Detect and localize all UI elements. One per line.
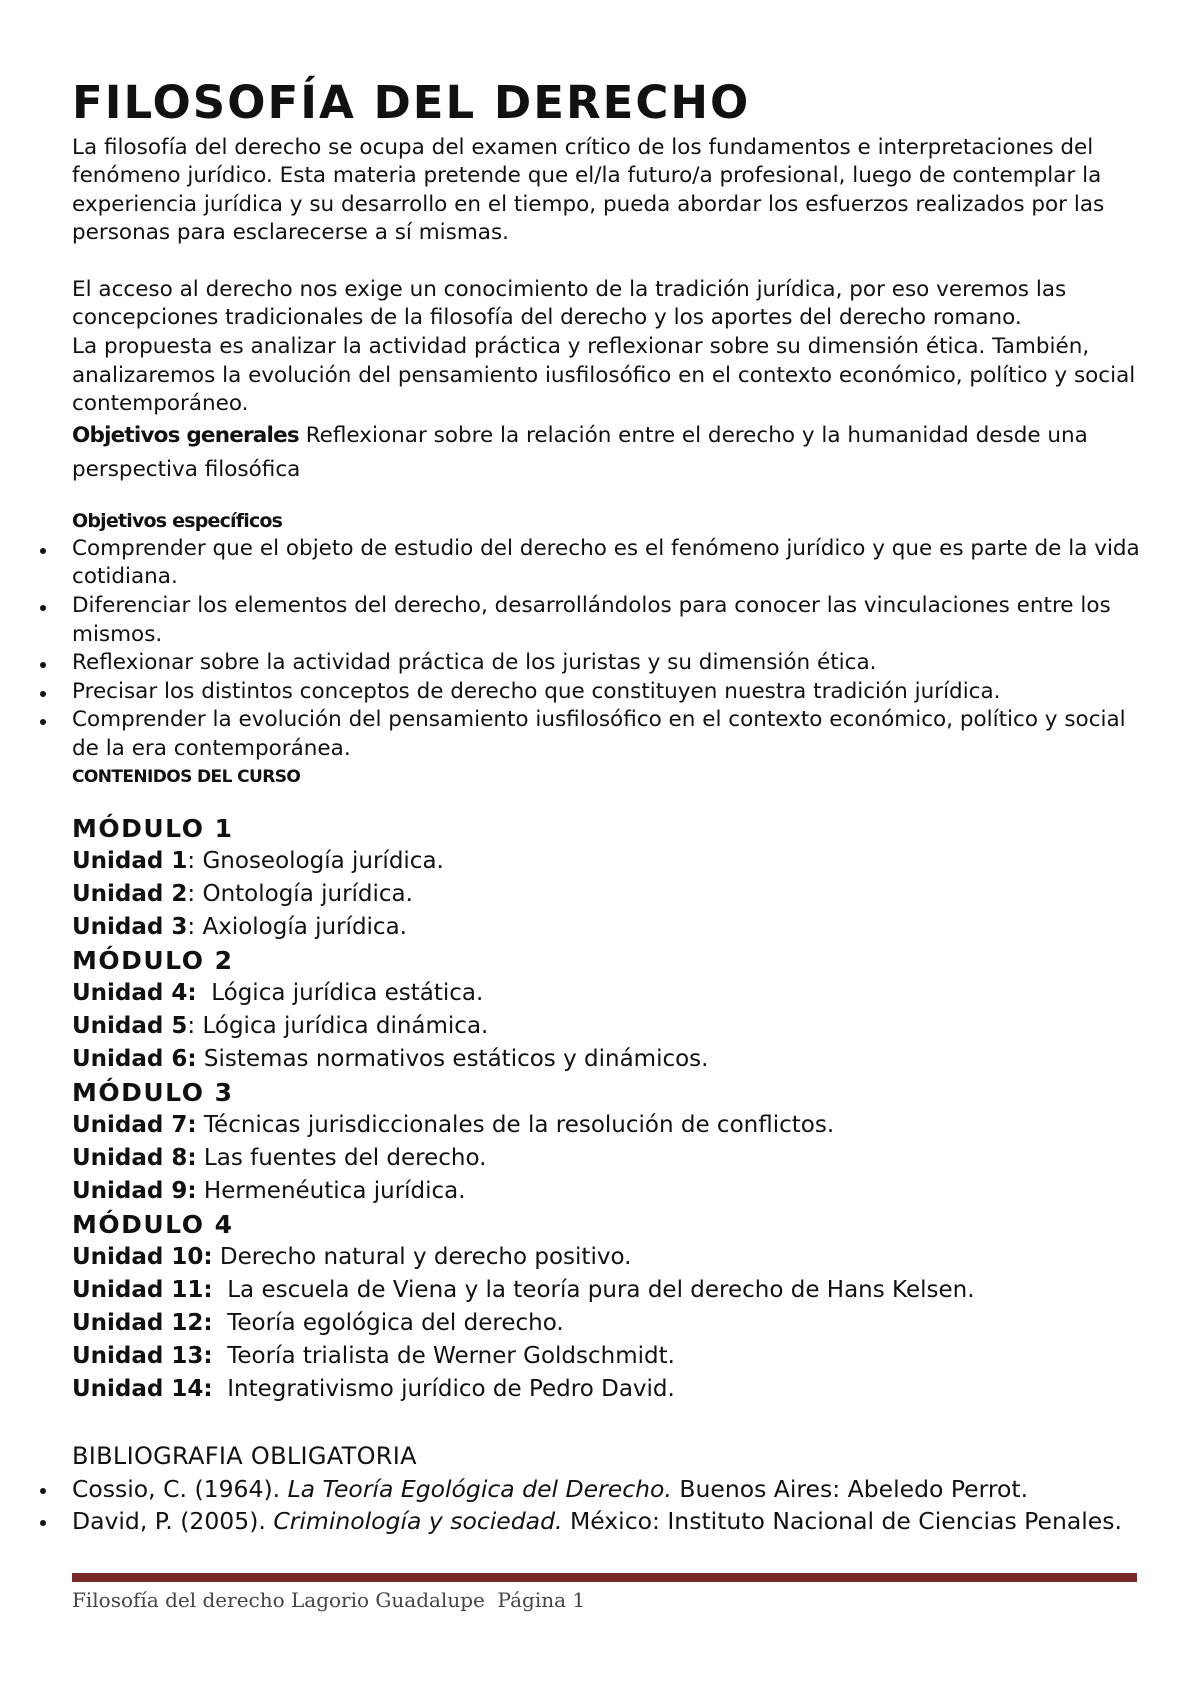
unit-line <box>72 845 1142 878</box>
general-objectives <box>72 419 1142 487</box>
paragraph-gap <box>72 248 1142 276</box>
unit-text: Teoría egológica del derecho. <box>227 1309 564 1336</box>
citation-publisher: México: Instituto Nacional de Ciencias Penales. <box>562 1506 1122 1535</box>
module-title: MÓDULO 2 <box>72 945 234 975</box>
unit-line <box>72 977 1142 1010</box>
intro-paragraph-1: La filosofía del derecho se ocupa del examen crítico de los fundamentos e interpretaciones del fenómeno jurídico. Esta materia pretende que el/la futuro/a profesional, luego de contemplar la experiencia jurídica y su desarrollo en el tiempo, pueda abordar los esfuerzos realizados por las personas para esclarecerse a sí mismas. <box>72 134 1105 246</box>
unit-text: Lógica jurídica estática. <box>211 979 484 1006</box>
intro-paragraph-3: La propuesta es analizar la actividad práctica y reflexionar sobre su dimensión ética. También, analizaremos la evolución del pensamiento iusfilosófico en el contexto económico, político y social contemporáneo. <box>72 334 1136 417</box>
unit-text: Lógica jurídica dinámica. <box>202 1012 489 1039</box>
unit-text: Las fuentes del derecho. <box>203 1144 487 1171</box>
bibliography-entry <box>72 1505 1142 1537</box>
module-title: MÓDULO 4 <box>72 1209 234 1239</box>
unit-line <box>72 878 1142 911</box>
unit-line <box>72 1010 1142 1043</box>
unit-separator: : <box>187 913 203 940</box>
unit-label: Unidad 4: <box>72 979 197 1006</box>
unit-label: Unidad 12: <box>72 1309 213 1336</box>
document-title: FILOSOFÍA DEL DERECHO <box>72 76 751 129</box>
unit-line <box>72 1274 1142 1307</box>
modules-section <box>72 812 1142 1406</box>
citation-author: David, P. (2005). <box>72 1506 274 1535</box>
list-item: Reflexionar sobre la actividad práctica de los juristas y su dimensión ética. <box>72 649 1142 678</box>
list-item: Comprender que el objeto de estudio del derecho es el fenómeno jurídico y que es parte de la vida cotidiana. <box>72 535 1142 592</box>
unit-line <box>72 1340 1142 1373</box>
unit-label: Unidad 5 <box>72 1012 188 1039</box>
document-page <box>72 64 1142 1537</box>
unit-line <box>72 1241 1142 1274</box>
general-objectives-text: Reflexionar sobre la relación entre el derecho y la humanidad desde una perspectiva filosófica <box>72 422 1088 482</box>
unit-text: Teoría trialista de Werner Goldschmidt. <box>227 1342 675 1369</box>
unit-label: Unidad 10: <box>72 1243 213 1270</box>
citation-title: Criminología y sociedad. <box>273 1506 563 1535</box>
unit-label: Unidad 2 <box>72 880 188 907</box>
unit-text: Técnicas jurisdiccionales de la resolución de conflictos. <box>203 1111 835 1138</box>
list-item: Comprender la evolución del pensamiento iusfilosófico en el contexto económico, político y social de la era contemporánea. <box>72 706 1142 763</box>
specific-objectives-list <box>72 535 1142 764</box>
unit-separator <box>197 980 212 1006</box>
unit-line <box>72 911 1142 944</box>
unit-line <box>72 1142 1142 1175</box>
unit-separator <box>197 1112 204 1138</box>
unit-label: Unidad 11: <box>72 1276 213 1303</box>
citation-author: Cossio, C. (1964). <box>72 1474 288 1503</box>
citation-title: La Teoría Egológica del Derecho. <box>287 1474 672 1503</box>
unit-label: Unidad 3 <box>72 913 188 940</box>
contents-heading: CONTENIDOS DEL CURSO <box>72 766 301 787</box>
unit-line <box>72 1373 1142 1406</box>
unit-text: Sistemas normativos estáticos y dinámicos. <box>203 1045 709 1072</box>
unit-text: Ontología jurídica. <box>202 880 413 907</box>
unit-label: Unidad 8: <box>72 1144 197 1171</box>
unit-separator: : <box>187 1012 203 1039</box>
unit-separator <box>197 1178 204 1204</box>
unit-separator: : <box>187 847 203 874</box>
unit-label: Unidad 9: <box>72 1177 197 1204</box>
intro-paragraph-2: El acceso al derecho nos exige un conocimiento de la tradición jurídica, por eso veremos las concepciones tradicionales de la filosofía del derecho y los aportes del derecho romano. <box>72 276 1067 331</box>
bibliography-list <box>72 1473 1142 1537</box>
page-footer: Filosofía del derecho Lagorio Guadalupe Página 1 <box>72 1588 586 1612</box>
unit-separator <box>213 1244 220 1270</box>
unit-label: Unidad 6: <box>72 1045 197 1072</box>
unit-separator <box>213 1310 228 1336</box>
bibliography-entry <box>72 1473 1142 1505</box>
unit-separator: : <box>187 880 203 907</box>
unit-line <box>72 1043 1142 1076</box>
citation-publisher: Buenos Aires: Abeledo Perrot. <box>671 1474 1029 1503</box>
unit-separator <box>213 1376 228 1402</box>
unit-separator <box>213 1343 228 1369</box>
unit-text: La escuela de Viena y la teoría pura del derecho de Hans Kelsen. <box>227 1276 975 1303</box>
unit-text: Gnoseología jurídica. <box>202 847 444 874</box>
unit-separator <box>213 1277 228 1303</box>
unit-text: Hermenéutica jurídica. <box>203 1177 466 1204</box>
unit-line <box>72 1307 1142 1340</box>
unit-line <box>72 1109 1142 1142</box>
unit-text: Axiología jurídica. <box>202 913 407 940</box>
unit-separator <box>197 1046 204 1072</box>
footer-rule <box>72 1573 1137 1582</box>
list-item: Precisar los distintos conceptos de derecho que constituyen nuestra tradición jurídica. <box>72 678 1142 707</box>
unit-label: Unidad 7: <box>72 1111 197 1138</box>
unit-label: Unidad 13: <box>72 1342 213 1369</box>
bibliography-heading: BIBLIOGRAFIA OBLIGATORIA <box>72 1441 417 1470</box>
unit-label: Unidad 14: <box>72 1375 213 1402</box>
module-title: MÓDULO 1 <box>72 813 234 843</box>
unit-label: Unidad 1 <box>72 847 188 874</box>
general-objectives-label: Objetivos generales <box>72 422 299 448</box>
unit-separator <box>197 1145 204 1171</box>
unit-text: Derecho natural y derecho positivo. <box>219 1243 632 1270</box>
module-title: MÓDULO 3 <box>72 1077 234 1107</box>
specific-objectives-heading: Objetivos específicos <box>72 509 283 532</box>
unit-text: Integrativismo jurídico de Pedro David. <box>227 1375 675 1402</box>
list-item: Diferenciar los elementos del derecho, desarrollándolos para conocer las vinculaciones entre los mismos. <box>72 592 1142 649</box>
unit-line <box>72 1175 1142 1208</box>
